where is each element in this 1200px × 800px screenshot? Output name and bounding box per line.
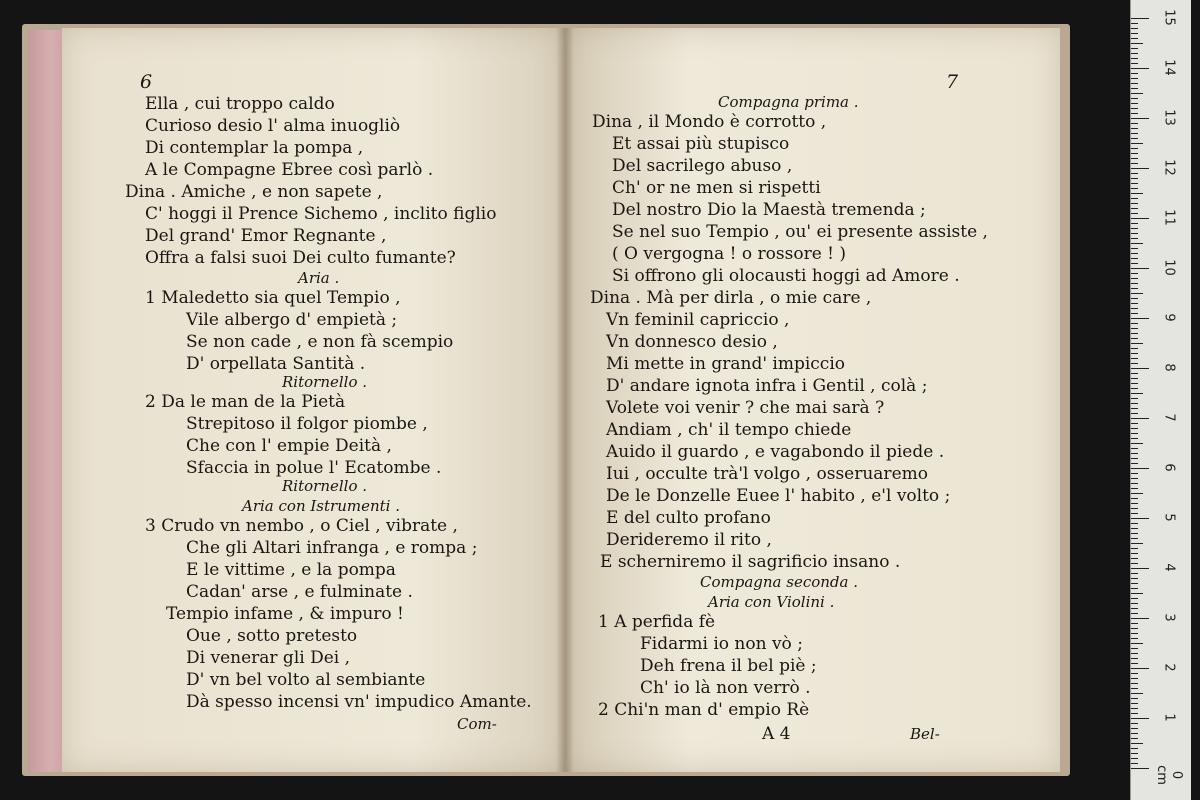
text-line: Oue , sotto pretesto [186,626,358,646]
ruler-tick [1131,458,1138,459]
ruler-tick [1131,288,1138,289]
text-line: D' andare ignota infra i Gentil , colà ; [606,376,928,396]
text-line: Se nel suo Tempio , ou' ei presente assiste , [612,222,988,242]
ruler-number: 12 [1161,159,1177,176]
text-line: Di contemplar la pompa , [145,138,364,158]
ruler-tick [1131,313,1138,314]
text-line: Dina , il Mondo è corrotto , [592,112,827,132]
ruler-tick [1131,708,1138,709]
measuring-ruler [1130,0,1191,800]
ruler-tick [1131,193,1143,194]
section-heading: Ritornello . [282,477,368,495]
ruler-tick [1131,533,1138,534]
text-line: Sfaccia in polue l' Ecatombe . [186,458,442,478]
ruler-tick [1131,748,1138,749]
ruler-tick [1131,688,1138,689]
ruler-tick [1131,698,1138,699]
ruler-tick [1131,438,1138,439]
section-heading: Aria con Violini . [708,593,835,611]
ruler-tick [1131,473,1138,474]
ruler-tick [1131,738,1138,739]
ruler-tick [1131,573,1138,574]
ruler-number: 0 cm [1154,765,1184,785]
left-page-number: 6 [140,71,153,93]
ruler-tick [1131,243,1143,244]
ruler-tick [1131,613,1138,614]
ruler-tick [1131,658,1138,659]
ruler-tick [1131,143,1143,144]
ruler-tick [1131,463,1138,464]
ruler-tick [1131,133,1138,134]
ruler-tick [1131,118,1149,119]
text-line: Che con l' empie Deità , [186,436,392,456]
text-line: Tempio infame , & impuro ! [166,604,404,624]
ruler-tick [1131,198,1138,199]
ruler-tick [1131,173,1138,174]
text-line: C' hoggi il Prence Sichemo , inclito figlio [145,204,497,224]
ruler-tick [1131,478,1138,479]
ruler-tick [1131,188,1138,189]
ruler-tick [1131,213,1138,214]
ruler-tick [1131,58,1138,59]
section-heading: Compagna prima . [718,93,859,111]
ruler-tick [1131,218,1149,219]
text-line: Fidarmi io non vò ; [640,634,803,654]
ruler-tick [1131,718,1149,719]
ruler-tick [1131,578,1138,579]
ruler-tick [1131,523,1138,524]
ruler-tick [1131,383,1138,384]
ruler-tick [1131,453,1138,454]
ruler-number: 9 [1161,313,1177,322]
ruler-tick [1131,378,1138,379]
ruler-tick [1131,88,1138,89]
ruler-tick [1131,673,1138,674]
ruler-number: 14 [1161,59,1177,76]
ruler-tick [1131,63,1138,64]
text-line: Dà spesso incensi vn' impudico Amante. [186,692,532,712]
text-line: D' orpellata Santità . [186,354,366,374]
ruler-tick [1131,38,1138,39]
ruler-tick [1131,228,1138,229]
ruler-tick [1131,513,1138,514]
text-line: Vn donnesco desio , [606,332,778,352]
ruler-tick [1131,733,1138,734]
ruler-tick [1131,388,1138,389]
ruler-tick [1131,568,1149,569]
ruler-tick [1131,153,1138,154]
text-line: Del nostro Dio la Maestà tremenda ; [612,200,926,220]
text-line: Deh frena il bel piè ; [640,656,817,676]
ruler-tick [1131,233,1138,234]
ruler-tick [1131,703,1138,704]
ruler-tick [1131,53,1138,54]
text-line: Et assai più stupisco [612,134,790,154]
ruler-tick [1131,643,1143,644]
text-line: Ch' or ne men si rispetti [612,178,821,198]
ruler-tick [1131,758,1138,759]
ruler-tick [1131,323,1138,324]
ruler-tick [1131,123,1138,124]
ruler-number: 8 [1161,363,1177,372]
ruler-tick [1131,273,1138,274]
ruler-tick [1131,43,1143,44]
ruler-tick [1131,73,1138,74]
ruler-number: 13 [1161,109,1177,126]
ruler-tick [1131,178,1138,179]
ruler-tick [1131,608,1138,609]
ruler-tick [1131,358,1138,359]
ruler-tick [1131,488,1138,489]
text-line: ( O vergogna ! o rossore ! ) [612,244,847,264]
text-line: Se non cade , e non fà scempio [186,332,454,352]
text-line: Auido il guardo , e vagabondo il piede . [606,442,945,462]
ruler-tick [1131,668,1149,669]
ruler-tick [1131,593,1143,594]
ruler-tick [1131,413,1138,414]
text-line: Del sacrilego abuso , [612,156,793,176]
ruler-tick [1131,328,1138,329]
ruler-number: 10 [1161,259,1177,276]
ruler-tick [1131,353,1138,354]
ruler-tick [1131,363,1138,364]
text-line: 2 Chi'n man d' empio Rè [598,700,810,720]
ruler-tick [1131,558,1138,559]
ruler-tick [1131,683,1138,684]
section-heading: Compagna seconda . [700,573,858,591]
ruler-tick [1131,508,1138,509]
text-line: 1 Maledetto sia quel Tempio , [145,288,401,308]
text-line: Strepitoso il folgor piombe , [186,414,428,434]
ruler-tick [1131,538,1138,539]
ruler-tick [1131,318,1149,319]
ruler-tick [1131,553,1138,554]
ruler-tick [1131,693,1143,694]
text-line: Dina . Mà per dirla , o mie care , [590,288,872,308]
text-line: Del grand' Emor Regnante , [145,226,387,246]
ruler-tick [1131,628,1138,629]
catchword: Bel- [910,725,940,743]
ruler-tick [1131,428,1138,429]
right-page-number: 7 [946,71,959,93]
ruler-tick [1131,18,1149,19]
ruler-tick [1131,33,1138,34]
ruler-tick [1131,418,1149,419]
text-line: Vile albergo d' empietà ; [186,310,398,330]
ruler-tick [1131,223,1138,224]
ruler-tick [1131,723,1138,724]
ruler-tick [1131,78,1138,79]
ruler-tick [1131,203,1138,204]
ruler-number: 5 [1161,513,1177,522]
ruler-tick [1131,563,1138,564]
ruler-tick [1131,253,1138,254]
text-line: Mi mette in grand' impiccio [606,354,845,374]
text-line: De le Donzelle Euee l' habito , e'l volto ; [606,486,951,506]
ruler-number: 7 [1161,413,1177,422]
ruler-tick [1131,528,1138,529]
text-line: Dina . Amiche , e non sapete , [125,182,383,202]
ruler-number: 4 [1161,563,1177,572]
ruler-tick [1131,483,1138,484]
text-line: E le vittime , e la pompa [186,560,396,580]
ruler-tick [1131,343,1143,344]
ruler-tick [1131,373,1138,374]
text-line: Ch' io là non verrò . [640,678,811,698]
ruler-tick [1131,543,1143,544]
signature-mark: A 4 [762,724,791,744]
ruler-tick [1131,548,1138,549]
ruler-tick [1131,603,1138,604]
ruler-tick [1131,238,1138,239]
text-line: Curioso desio l' alma inuogliò [145,116,401,136]
text-line: 2 Da le man de la Pietà [145,392,346,412]
ruler-tick [1131,743,1143,744]
text-line: Volete voi venir ? che mai sarà ? [606,398,885,418]
ruler-tick [1131,298,1138,299]
text-line: Cadan' arse , e fulminate . [186,582,413,602]
ruler-tick [1131,493,1143,494]
ruler-tick [1131,663,1138,664]
text-line: 3 Crudo vn nembo , o Ciel , vibrate , [145,516,458,536]
ruler-number: 3 [1161,613,1177,622]
text-line: Derideremo il rito , [606,530,772,550]
ruler-tick [1131,278,1138,279]
ruler-tick [1131,108,1138,109]
text-line: Di venerar gli Dei , [186,648,351,668]
ruler-tick [1131,83,1138,84]
ruler-tick [1131,713,1138,714]
ruler-number: 2 [1161,663,1177,672]
text-line: Andiam , ch' il tempo chiede [606,420,852,440]
ruler-tick [1131,303,1138,304]
ruler-tick [1131,408,1138,409]
text-line: E del culto profano [606,508,771,528]
text-line: Vn feminil capriccio , [606,310,790,330]
ruler-tick [1131,633,1138,634]
ruler-tick [1131,398,1138,399]
section-heading: Ritornello . [282,373,368,391]
ruler-tick [1131,113,1138,114]
ruler-tick [1131,403,1138,404]
ruler-tick [1131,768,1149,769]
ruler-tick [1131,618,1149,619]
ruler-tick [1131,503,1138,504]
ruler-tick [1131,753,1138,754]
ruler-tick [1131,448,1138,449]
ruler-tick [1131,333,1138,334]
text-line: Si offrono gli olocausti hoggi ad Amore . [612,266,960,286]
ruler-tick [1131,728,1138,729]
ruler-tick [1131,763,1138,764]
text-line: E scherniremo il sagrificio insano . [600,552,901,572]
ruler-tick [1131,103,1138,104]
ruler-tick [1131,583,1138,584]
ruler-tick [1131,28,1138,29]
ruler-tick [1131,248,1138,249]
ruler-tick [1131,168,1149,169]
text-line: 1 A perfida fè [598,612,716,632]
ruler-tick [1131,183,1138,184]
ruler-tick [1131,638,1138,639]
ruler-number: 15 [1161,9,1177,26]
ruler-tick [1131,443,1143,444]
ruler-tick [1131,148,1138,149]
ruler-tick [1131,293,1143,294]
ruler-tick [1131,653,1138,654]
ruler-tick [1131,393,1143,394]
ruler-tick [1131,588,1138,589]
ruler-tick [1131,93,1143,94]
ruler-tick [1131,268,1149,269]
ruler-tick [1131,23,1138,24]
catchword: Com- [457,715,497,733]
text-line: Che gli Altari infranga , e rompa ; [186,538,478,558]
ruler-number: 1 [1161,713,1177,722]
section-heading: Aria con Istrumenti . [242,497,400,515]
ruler-tick [1131,283,1138,284]
ruler-tick [1131,623,1138,624]
ruler-tick [1131,598,1138,599]
ruler-number: 11 [1161,209,1177,226]
ruler-tick [1131,48,1138,49]
ruler-tick [1131,138,1138,139]
gutter-shadow [556,28,574,772]
text-line: Iui , occulte trà'l volgo , osseruaremo [606,464,928,484]
ruler-tick [1131,423,1138,424]
ruler-tick [1131,648,1138,649]
ruler-tick [1131,258,1138,259]
ruler-tick [1131,308,1138,309]
ruler-tick [1131,348,1138,349]
ruler-tick [1131,98,1138,99]
ruler-tick [1131,128,1138,129]
text-line: Offra a falsi suoi Dei culto fumante? [145,248,456,268]
ruler-tick [1131,468,1149,469]
ruler-tick [1131,263,1138,264]
ruler-tick [1131,68,1149,69]
ruler-tick [1131,368,1149,369]
ruler-tick [1131,208,1138,209]
ruler-tick [1131,498,1138,499]
ruler-tick [1131,678,1138,679]
ruler-number: 6 [1161,463,1177,472]
ruler-tick [1131,518,1149,519]
ruler-tick [1131,158,1138,159]
section-heading: Aria . [298,269,340,287]
ruler-tick [1131,338,1138,339]
ruler-tick [1131,433,1138,434]
text-line: D' vn bel volto al sembiante [186,670,426,690]
ruler-tick [1131,163,1138,164]
text-line: A le Compagne Ebree così parlò . [145,160,434,180]
text-line: Ella , cui troppo caldo [145,94,335,114]
